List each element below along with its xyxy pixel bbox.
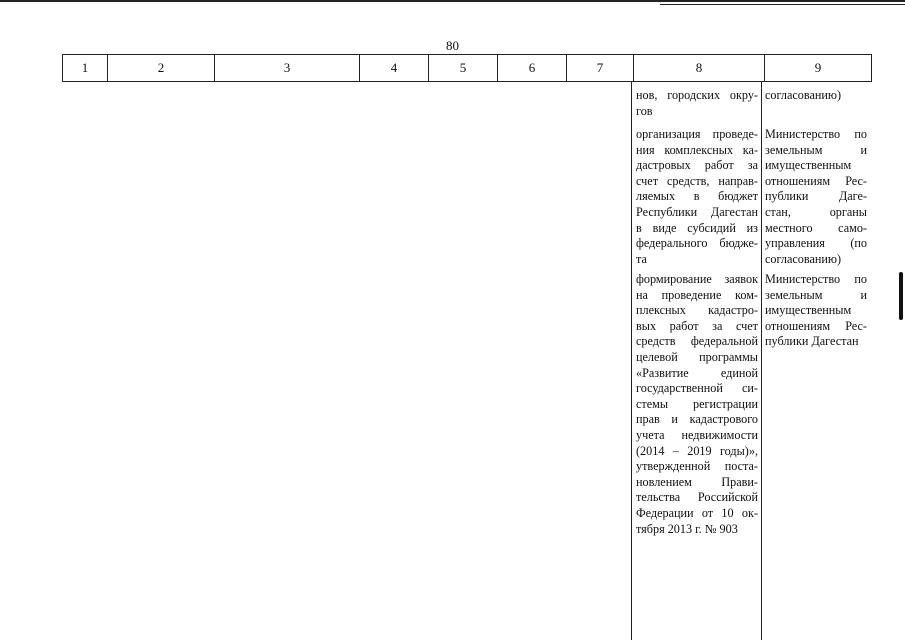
text-line: ляемых в бюджет [636,189,758,204]
text-line: учета недвижимости [636,427,758,442]
row1-col8-text [636,88,758,119]
header-cell-4: 4 [360,55,429,82]
row3-col8-text [636,272,758,537]
text-line: ния комплексных ка- [636,142,758,157]
row2-col8-text [636,127,758,267]
text-line: вых работ за счет [636,318,758,333]
header-cell-2: 2 [108,55,215,82]
top-border-line-secondary [660,4,905,5]
header-cell-3: 3 [215,55,360,82]
column-divider-9 [761,81,762,640]
text-line: публики Даге- [765,189,867,204]
text-line: государственной си- [636,381,758,396]
text-line: Федерации от 10 ок- [636,505,758,520]
text-line: прав и кадастрового [636,412,758,427]
text-line: отношениям Рес- [765,318,867,333]
text-line: формирование заявок [636,272,758,286]
header-cell-6: 6 [498,55,567,82]
text-line: стемы регистрации [636,396,758,411]
text-line: на проведение ком- [636,287,758,302]
text-line: Министерство по [765,272,867,286]
row3-col9-text [765,272,867,350]
text-line: Республики Дагестан [636,204,758,219]
text-line: тября 2013 г. № 903 [636,521,738,536]
header-cell-8: 8 [634,55,765,82]
text-line: управления (по [765,236,867,251]
row2-col9-text [765,127,867,267]
top-border-line [0,0,905,2]
text-line: счет средств, направ- [636,173,758,188]
scan-edge-mark [899,272,903,320]
text-line: согласованию) [765,88,842,102]
text-line: целевой программы [636,349,758,364]
text-line: организация проведе- [636,127,758,141]
text-line: утвержденной поста- [636,459,758,474]
text-line: та [636,251,647,266]
text-line: имущественным [765,303,852,318]
table-header [62,54,872,82]
text-line: местного само- [765,220,867,235]
text-line: (2014 – 2019 годы)», [636,443,758,458]
text-line: средств федеральной [636,334,758,349]
text-line: новлением Прави- [636,474,758,489]
header-cell-7: 7 [567,55,634,82]
text-line: отношениям Рес- [765,173,867,188]
page-number: 80 [446,38,459,53]
text-line: нов, городских окру- [636,88,758,102]
text-line: дастровых работ за [636,158,758,173]
text-line: Министерство по [765,127,867,141]
header-cell-1: 1 [63,55,108,82]
text-line: тельства Российской [636,490,758,505]
text-line: имущественным [765,158,852,173]
header-row [63,55,872,82]
row1-col9-text [765,88,867,104]
text-line: плексных кадастро- [636,303,758,318]
header-cell-5: 5 [429,55,498,82]
text-line: федерального бюдже- [636,236,758,251]
text-line: «Развитие единой [636,365,758,380]
column-divider-8 [631,81,632,640]
text-line: согласованию) [765,251,842,266]
text-line: гов [636,103,653,118]
text-line: в виде субсидий из [636,220,758,235]
text-line: земельным и [765,142,867,157]
text-line: публики Дагестан [765,334,859,349]
header-cell-9: 9 [765,55,872,82]
text-line: стан, органы [765,204,867,219]
text-line: земельным и [765,287,867,302]
